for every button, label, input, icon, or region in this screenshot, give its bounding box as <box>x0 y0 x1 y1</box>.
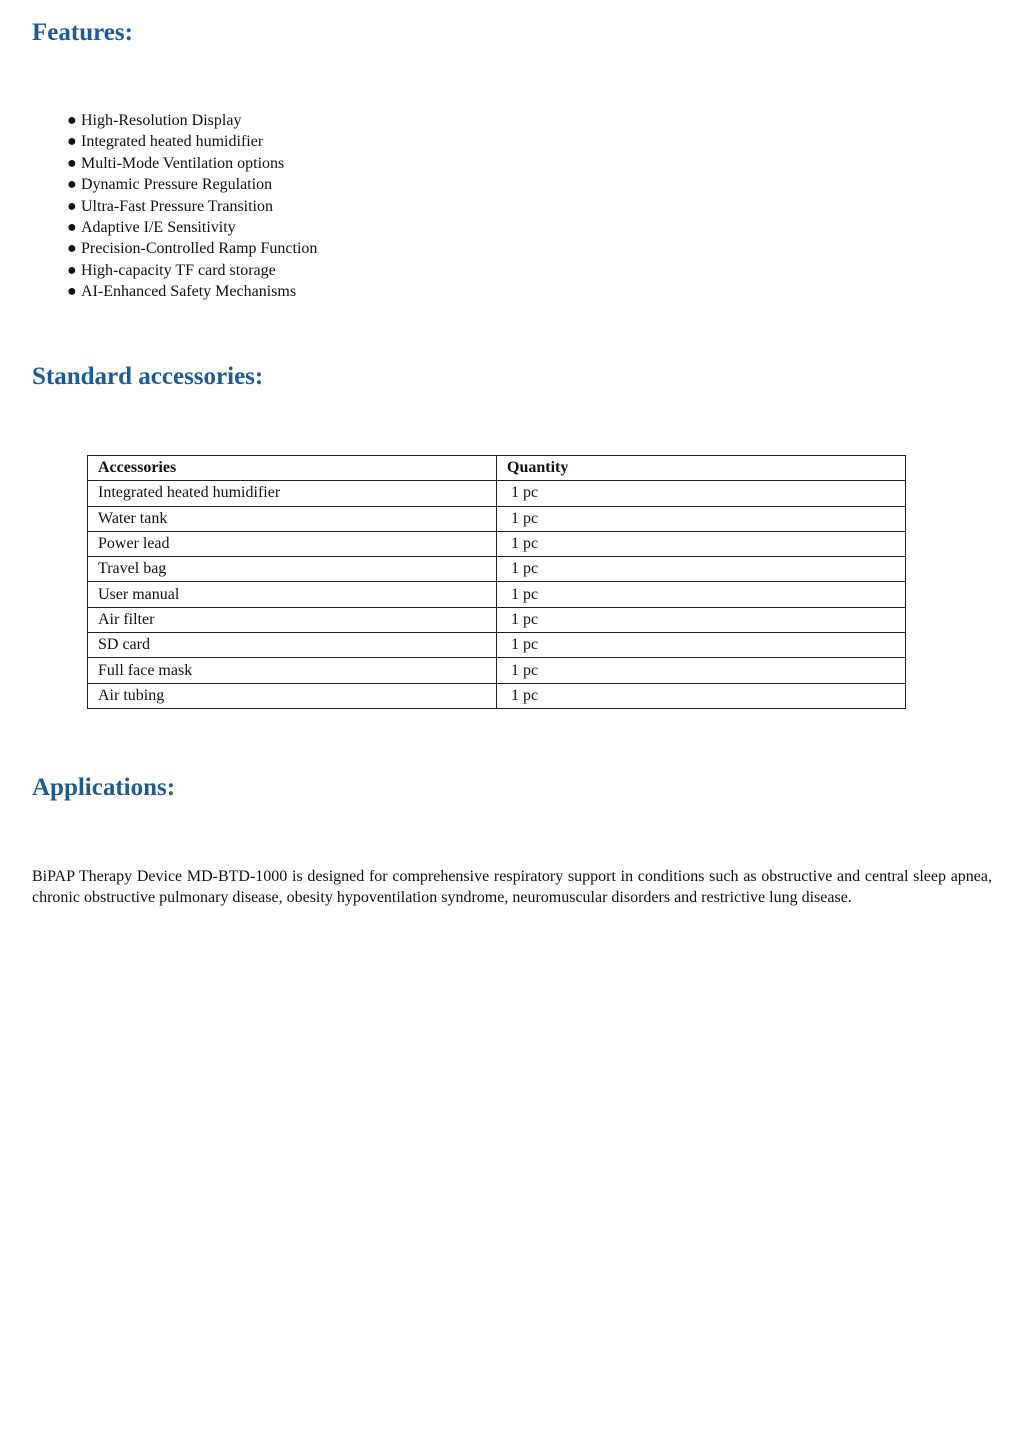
accessory-name-cell: Power lead <box>88 531 497 556</box>
bullet-icon: ● <box>67 261 77 279</box>
accessory-name-cell: Air filter <box>88 607 497 632</box>
applications-paragraph: BiPAP Therapy Device MD-BTD-1000 is designed for comprehensive respiratory support in conditions such as obstructive and central sleep apnea, chronic obstructive pulmonary disease, obesity hypoventilation syndrome, neuromuscular disorders and restrictive lung disease. <box>32 868 992 907</box>
bullet-icon: ● <box>67 197 77 215</box>
list-item <box>67 196 317 217</box>
table-row <box>88 531 906 556</box>
applications-heading: Applications: <box>32 774 176 801</box>
table-row <box>88 607 906 632</box>
bullet-icon: ● <box>67 219 77 237</box>
list-item <box>67 131 317 152</box>
quantity-cell: 1 pc <box>497 582 906 607</box>
features-heading: Features: <box>32 19 133 46</box>
features-list <box>67 110 317 303</box>
feature-text: Dynamic Pressure Regulation <box>81 176 273 194</box>
list-item <box>67 260 317 281</box>
accessory-name-cell: Full face mask <box>88 658 497 683</box>
table-row <box>88 582 906 607</box>
table-row <box>88 683 906 708</box>
quantity-cell: 1 pc <box>497 658 906 683</box>
bullet-icon: ● <box>67 112 77 129</box>
quantity-cell: 1 pc <box>497 531 906 556</box>
list-item <box>67 153 317 174</box>
table-row <box>88 481 906 506</box>
accessory-name-cell: Travel bag <box>88 557 497 582</box>
accessory-name-cell: Integrated heated humidifier <box>88 481 497 506</box>
table-row <box>88 633 906 658</box>
feature-text: AI-Enhanced Safety Mechanisms <box>81 283 297 301</box>
bullet-icon: ● <box>67 240 77 258</box>
feature-text: High-capacity TF card storage <box>81 261 276 279</box>
table-row <box>88 506 906 531</box>
column-header-quantity: Quantity <box>497 456 906 481</box>
accessory-name-cell: Air tubing <box>88 683 497 708</box>
quantity-cell: 1 pc <box>497 683 906 708</box>
table-row <box>88 557 906 582</box>
quantity-cell: 1 pc <box>497 607 906 632</box>
feature-text: Precision-Controlled Ramp Function <box>81 240 318 258</box>
feature-text: High-Resolution Display <box>81 112 242 129</box>
accessory-name-cell: SD card <box>88 633 497 658</box>
quantity-cell: 1 pc <box>497 506 906 531</box>
list-item <box>67 174 317 195</box>
feature-text: Ultra-Fast Pressure Transition <box>81 197 273 215</box>
list-item <box>67 281 317 302</box>
accessories-heading: Standard accessories: <box>32 363 264 390</box>
bullet-icon: ● <box>67 176 77 194</box>
list-item <box>67 110 317 131</box>
bullet-icon: ● <box>67 283 77 301</box>
feature-text: Multi-Mode Ventilation options <box>81 154 285 172</box>
bullet-icon: ● <box>67 154 77 172</box>
accessories-table <box>87 455 906 709</box>
quantity-cell: 1 pc <box>497 557 906 582</box>
feature-text: Adaptive I/E Sensitivity <box>81 219 236 237</box>
list-item <box>67 238 317 259</box>
table-row <box>88 658 906 683</box>
quantity-cell: 1 pc <box>497 633 906 658</box>
bullet-icon: ● <box>67 133 77 151</box>
column-header-accessories: Accessories <box>88 456 497 481</box>
feature-text: Integrated heated humidifier <box>81 133 264 151</box>
accessory-name-cell: Water tank <box>88 506 497 531</box>
list-item <box>67 217 317 238</box>
quantity-cell: 1 pc <box>497 481 906 506</box>
table-header-row <box>88 456 906 481</box>
accessory-name-cell: User manual <box>88 582 497 607</box>
